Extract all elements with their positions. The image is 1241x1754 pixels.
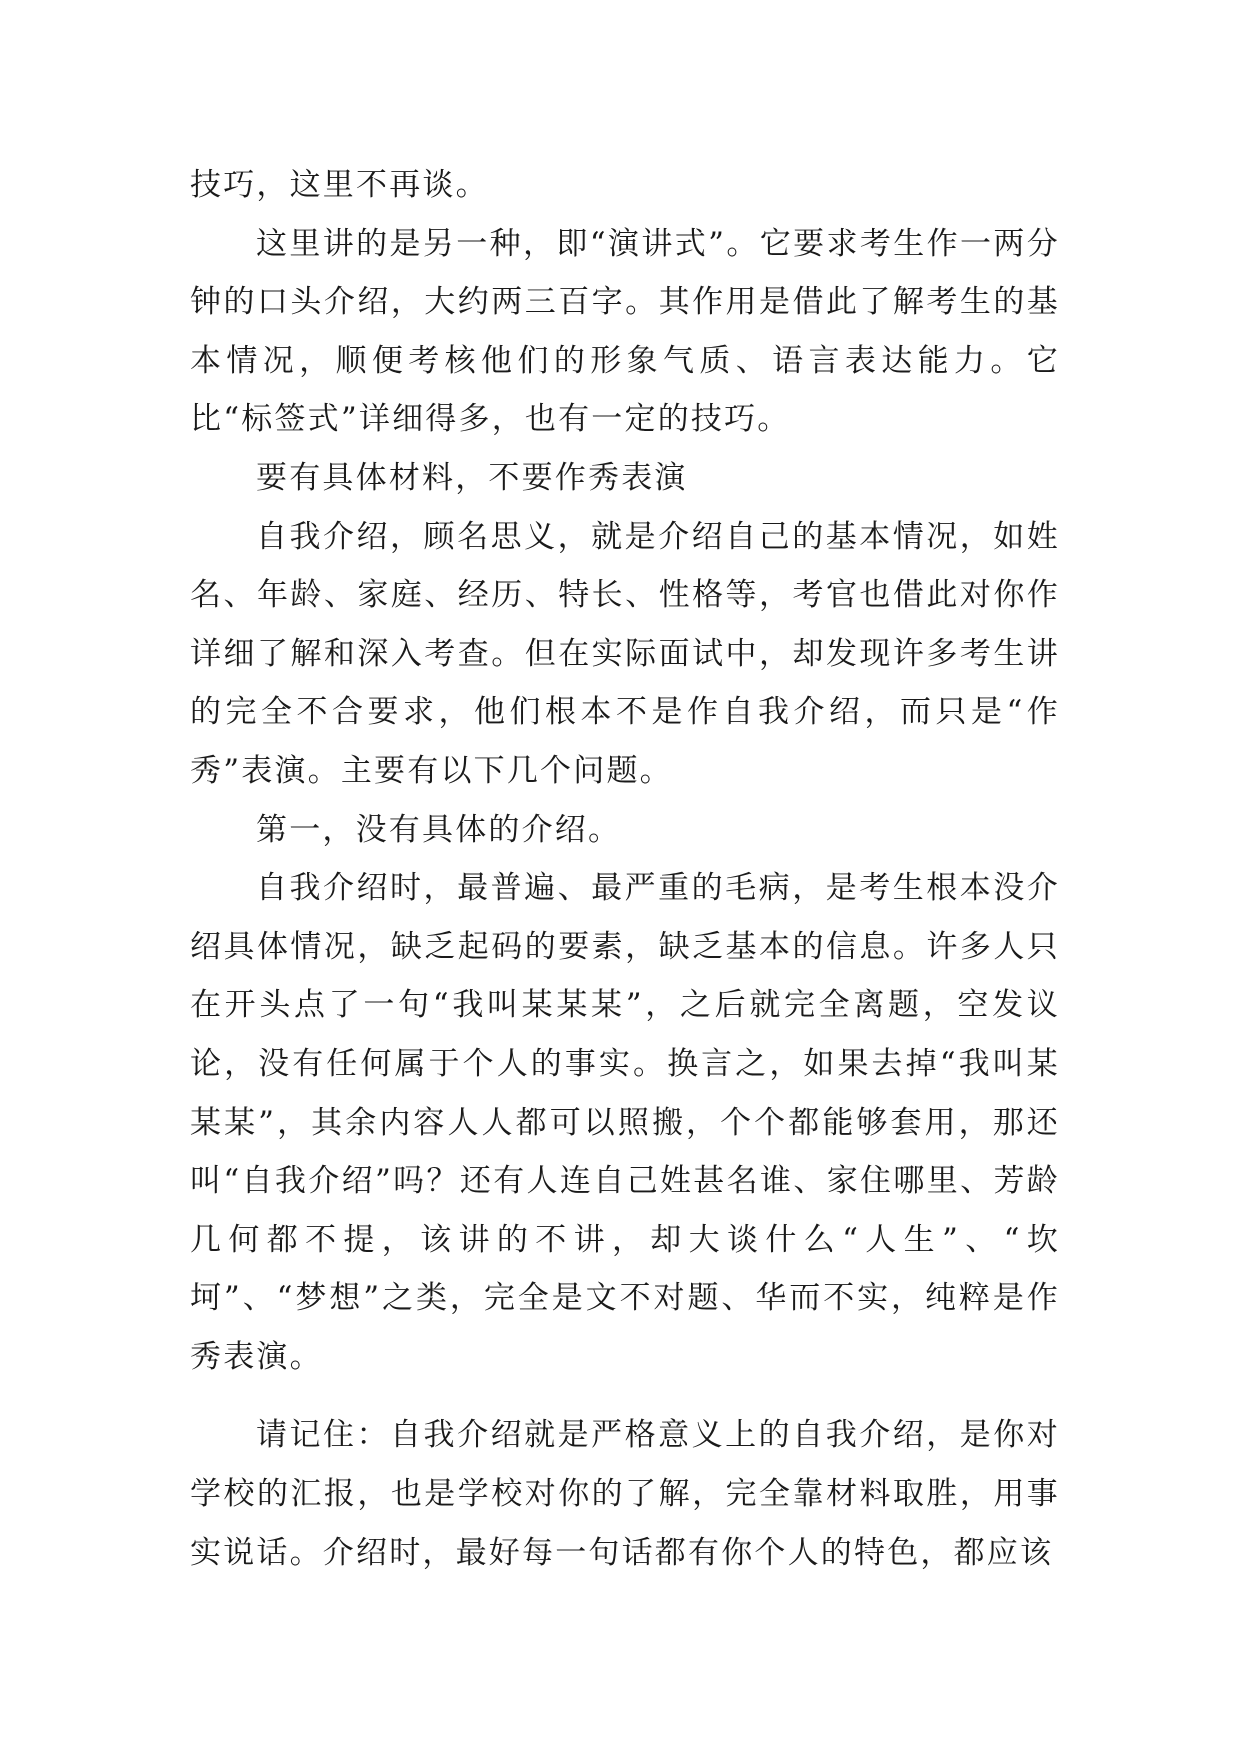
paragraph-continuation: 技巧，这里不再谈。 bbox=[190, 167, 489, 203]
document-body bbox=[190, 156, 1060, 1582]
paragraph-self-intro-definition: 自我介绍，顾名思义，就是介绍自己的基本情况，如姓名、年龄、家庭、经历、特长、性格等，考官也借此对你作详细了解和深入考查。但在实际面试中，却发现许多考生讲的完全不合要求，他们根本不是作自我介绍，而只是“作秀”表演。主要有以下几个问题。 bbox=[190, 518, 1060, 789]
paragraph-speech-style: 这里讲的是另一种，即“演讲式”。它要求考生作一两分钟的口头介绍，大约两三百字。其作用是借此了解考生的基本情况，顺便考核他们的形象气质、语言表达能力。它比“标签式”详细得多，也有一定的技巧。 bbox=[190, 225, 1060, 438]
paragraph-common-problem: 自我介绍时，最普遍、最严重的毛病，是考生根本没介绍具体情况，缺乏起码的要素，缺乏基本的信息。许多人只在开头点了一句“我叫某某某”，之后就完全离题，空发议论，没有任何属于个人的事实。换言之，如果去掉“我叫某某某”，其余内容人人都可以照搬，个个都能够套用，那还叫“自我介绍”吗？还有人连自己姓甚名谁、家住哪里、芳龄几何都不提，该讲的不讲，却大谈什么“人生”、“坎坷”、“梦想”之类，完全是文不对题、华而不实，纯粹是作秀表演。 bbox=[190, 870, 1060, 1375]
paragraph-remember: 请记住：自我介绍就是严格意义上的自我介绍，是你对学校的汇报，也是学校对你的了解，完全靠材料取胜，用事实说话。介绍时，最好每一句话都有你个人的特色，都应该 bbox=[190, 1417, 1060, 1571]
point-heading-first: 第一，没有具体的介绍。 bbox=[256, 811, 622, 848]
section-heading: 要有具体材料，不要作秀表演 bbox=[256, 459, 688, 496]
